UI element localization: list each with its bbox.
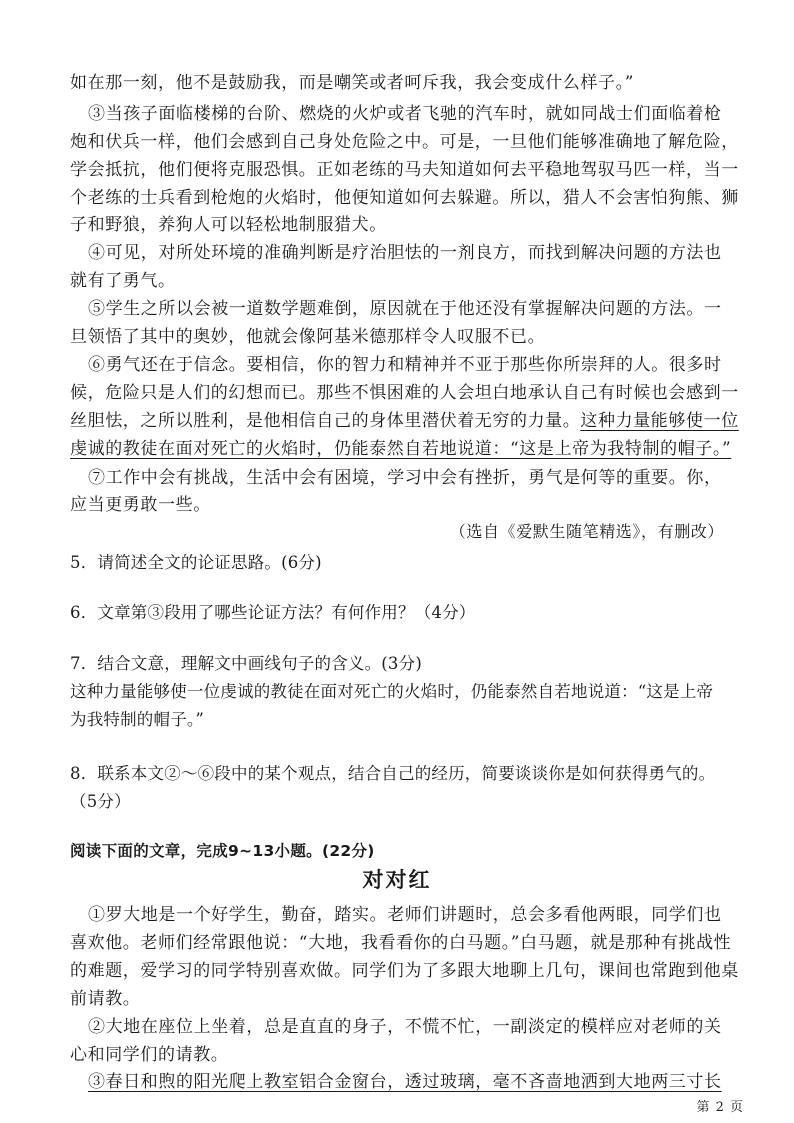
passage-line: 个老练的士兵看到枪炮的火焰时，他便知道如何去躲避。所以，猎人不会害怕狗熊、狮	[70, 188, 739, 208]
underlined-sentence-end: 虔诚的教徒在面对死亡的火焰时，仍能泰然自若地说道：“这是上帝为我特制的帽子。”	[70, 439, 732, 459]
page-number: 第 2 页	[696, 1100, 744, 1115]
question-7: 7．结合文意，理解文中画线句子的含义。(3分)	[70, 654, 422, 673]
passage-line: 旦领悟了其中的奥妙，他就会像阿基米德那样令人叹服不已。	[70, 327, 546, 347]
article-title: 对对红	[362, 868, 432, 892]
passage-line: ⑥勇气还在于信念。要相信，你的智力和精神并不亚于那些你所崇拜的人。很多时	[88, 355, 722, 375]
article-line-underlined: ③春日和煦的阳光爬上教室铝合金窗台，透过玻璃，毫不吝啬地洒到大地两三寸长	[88, 1072, 722, 1092]
section-instruction: 阅读下面的文章，完成9~13小题。(22分)	[70, 842, 375, 860]
passage-line-with-underline	[70, 410, 739, 432]
question-7-quote: 为我特制的帽子。”	[70, 710, 204, 729]
passage-line: 就有了勇气。	[70, 271, 176, 291]
question-8: 8．联系本文②～⑥段中的某个观点，结合自己的经历，简要谈谈你是如何获得勇气的。	[70, 764, 716, 783]
question-7-quote: 这种力量能够使一位虔诚的教徒在面对死亡的火焰时，仍能泰然自若地说道：“这是上帝	[70, 682, 714, 701]
passage-line: ④可见，对所处环境的准确判断是疗治胆怯的一剂良方，而找到解决问题的方法也	[88, 243, 722, 263]
passage-line: ③当孩子面临楼梯的台阶、燃烧的火炉或者飞驰的汽车时，就如同战士们面临着枪	[88, 104, 722, 124]
question-8-points: （5分）	[70, 792, 131, 811]
question-6: 6．文章第③段用了哪些论证方法？有何作用？（4分）	[70, 603, 476, 622]
passage-line: 候，危险只是人们的幻想而已。那些不惧困难的人会坦白地承认自己有时候也会感到一	[70, 383, 739, 403]
question-5: 5．请简述全文的论证思路。(6分)	[70, 553, 322, 572]
article-line: ①罗大地是一个好学生，勤奋，踏实。老师们讲题时，总会多看他两眼，同学们也	[88, 905, 722, 925]
passage-line: 炮和伏兵一样，他们会感到自己身处危险之中。可是，一旦他们能够准确地了解危险，	[70, 132, 739, 152]
article-line: 心和同学们的请教。	[70, 1045, 229, 1065]
article-line: 的难题，爱学习的同学特别喜欢做。同学们为了多跟大地聊上几句，课间也常跑到他桌	[70, 961, 739, 981]
article-line: 前请教。	[70, 989, 141, 1009]
article-line: 喜欢他。老师们经常跟他说：“大地，我看看你的白马题。”白马题，就是那种有挑战性	[70, 933, 732, 953]
passage-line: 子和野狼，养狗人可以轻松地制服猎犬。	[70, 215, 387, 235]
underlined-sentence-start: 这种力量能够使一位	[580, 411, 739, 431]
passage-line: ⑦工作中会有挑战，生活中会有困境，学习中会有挫折，勇气是何等的重要。你，	[88, 468, 722, 488]
passage-line: 学会抵抗，他们便将克服恐惧。正如老练的马夫知道如何去平稳地驾驭马匹一样，当一	[70, 160, 739, 180]
source-attribution: （选自《爱默生随笔精选》，有删改）	[449, 522, 724, 541]
passage-line: 应当更勇敢一些。	[70, 495, 211, 515]
passage-line: ⑤学生之所以会被一道数学题难倒，原因就在于他还没有掌握解决问题的方法。一	[88, 299, 722, 319]
passage-line: 如在那一刻，他不是鼓励我，而是嘲笑或者呵斥我，我会变成什么样子。”	[70, 73, 634, 93]
article-line: ②大地在座位上坐着，总是直直的身子，不慌不忙，一副淡定的模样应对老师的关	[88, 1017, 722, 1037]
passage-text: 丝胆怯，之所以胜利，是他相信自己的身体里潜伏着无穷的力量。	[70, 411, 581, 431]
